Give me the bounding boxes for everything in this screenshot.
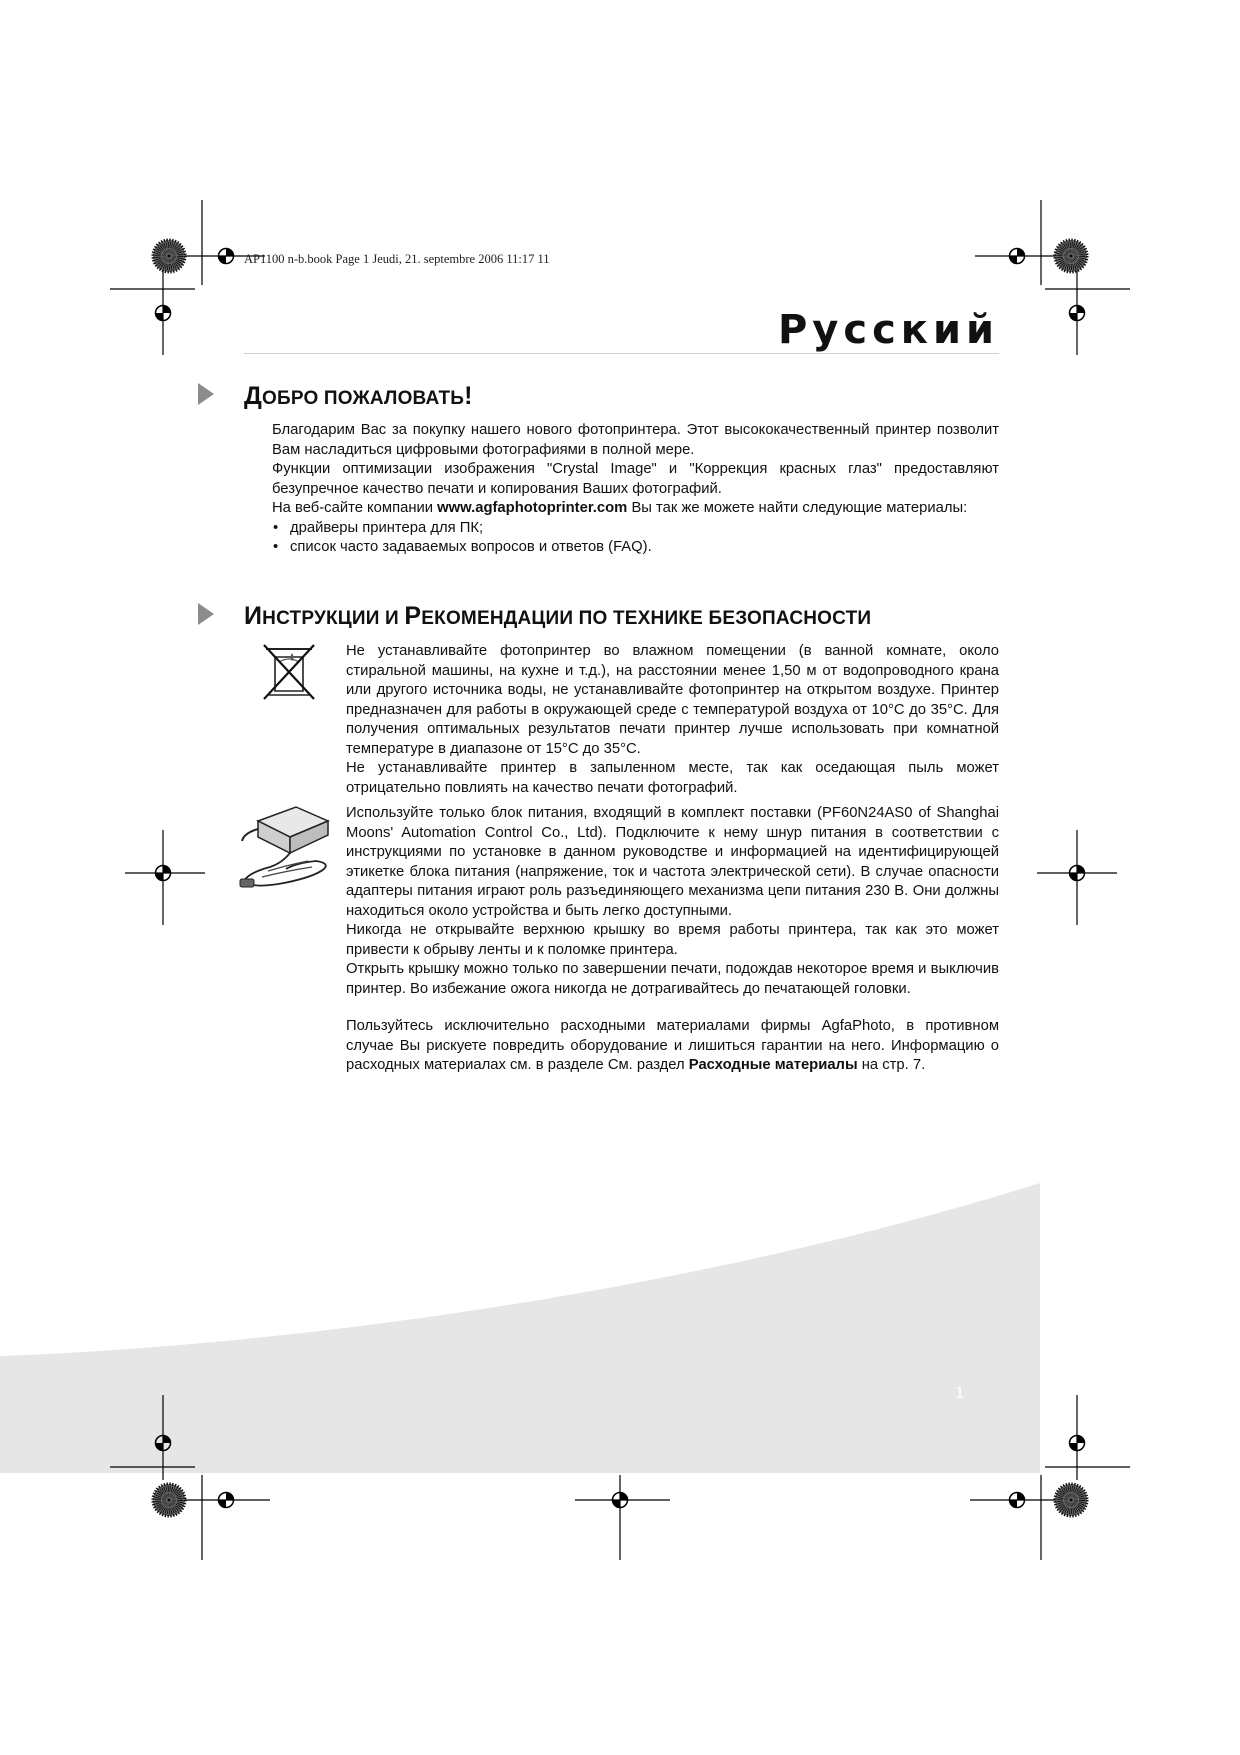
page-number: 1 bbox=[955, 1383, 965, 1402]
safety-paragraph: Никогда не открывайте верхнюю крышку во время работы принтера, так как это может привести к обрыву ленты и к поломке принтера. bbox=[346, 922, 999, 958]
safety-paragraph: Не устанавливайте фотопринтер во влажном помещении (в ванной комнате, около стиральной машины, на кухне и т.д.), на расстоянии менее 1,50 м от водопроводного крана или другого источника воды, не устанавливайте фотопринтер на открытом воздухе. Принтер предназначен для работы в окружающей среде с температурой воздуха от 10°C до 35°C. Для получения оптимальных результатов печати принтер лучше использовать при комнатной температуре в диапазоне от 15°C до 35°C. bbox=[346, 643, 999, 757]
list-item: • драйверы принтера для ПК; bbox=[272, 519, 999, 539]
consumables-reference[interactable]: Расходные материалы bbox=[688, 1057, 858, 1073]
no-humidity-icon bbox=[262, 643, 316, 701]
materials-list bbox=[272, 519, 999, 558]
crop-mark-right-lower bbox=[1045, 1395, 1130, 1480]
section-arrow-icon bbox=[198, 603, 214, 625]
safety-heading: ИНСТРУКЦИИ И РЕКОМЕНДАЦИИ ПО ТЕХНИКЕ БЕЗОПАСНОСТИ bbox=[244, 602, 872, 630]
website-link[interactable]: www.agfaphotoprinter.com bbox=[437, 500, 628, 516]
starburst-bottom-left bbox=[153, 1484, 185, 1516]
safety-paragraph: Не устанавливайте принтер в запыленном месте, так как оседающая пыль может отрицательно повлиять на качество печати фотографий. bbox=[346, 760, 999, 796]
crop-mark-left-upper bbox=[110, 265, 195, 355]
crop-mark-bottom-center bbox=[575, 1475, 670, 1560]
starburst-top-right bbox=[1055, 240, 1087, 272]
language-title: Русский bbox=[777, 307, 999, 353]
welcome-heading: ДОБРО ПОЖАЛОВАТЬ! bbox=[244, 382, 473, 410]
list-item: • список часто задаваемых вопросов и ответов (FAQ). bbox=[272, 538, 999, 558]
crop-mark-top-right bbox=[975, 200, 1065, 285]
starburst-bottom-right bbox=[1055, 1484, 1087, 1516]
website-paragraph: На веб-сайте компании www.agfaphotoprinter.com Вы так же можете найти следующие материалы: bbox=[272, 500, 968, 516]
crop-mark-bottom-left bbox=[175, 1475, 270, 1560]
crop-mark-mid-left bbox=[125, 830, 205, 925]
crop-mark-bottom-right bbox=[970, 1475, 1065, 1560]
crop-mark-top-left bbox=[175, 200, 265, 285]
welcome-paragraph: Функции оптимизации изображения "Crystal Image" и "Коррекция красных глаз" предоставляют безупречное качество печати и копирования Ваших фотографий. bbox=[272, 461, 999, 497]
safety-block-power bbox=[346, 804, 999, 999]
welcome-paragraph: Благодарим Вас за покупку нашего нового фотопринтера. Этот высококачественный принтер позволит Вам насладиться цифровыми фотографиями в полной мере. bbox=[272, 422, 999, 458]
safety-block-humidity bbox=[346, 642, 999, 798]
power-adapter-icon bbox=[238, 803, 333, 891]
footer-band bbox=[0, 1183, 1040, 1473]
crop-mark-right-upper bbox=[1045, 265, 1130, 355]
safety-paragraph: Пользуйтесь исключительно расходными материалами фирмы AgfaPhoto, в противном случае Вы рискуете повредить оборудование и лишиться гарантии на него. Информацию о расходных материалах см. в разделе См. раздел Расходные материалы на стр. 7. bbox=[346, 1018, 999, 1073]
title-divider bbox=[244, 353, 999, 354]
book-info-line: AP1100 n-b.book Page 1 Jeudi, 21. septembre 2006 11:17 11 bbox=[244, 252, 550, 266]
starburst-top-left bbox=[153, 240, 185, 272]
safety-paragraph: Открыть крышку можно только по завершении печати, подождав некоторое время и выключив принтер. Во избежание ожога никогда не дотрагивайтесь до печатающей головки. bbox=[346, 961, 999, 997]
section-arrow-icon bbox=[198, 383, 214, 405]
safety-block-consumables bbox=[346, 1017, 999, 1076]
safety-paragraph: Используйте только блок питания, входящий в комплект поставки (PF60N24AS0 of Shanghai Moons' Automation Control Co., Ltd). Подключите к нему шнур питания в соответствии с инструкциями по установке в данном руководстве и информацией на идентифицирующей этикетке блока питания (напряжение, ток и частота электрической сети). В случае опасности адаптеры питания играют роль разъединяющего механизма цепи питания 230 В. Они должны находиться около устройства и быть легко доступными. bbox=[346, 805, 999, 919]
welcome-body bbox=[272, 421, 999, 558]
crop-mark-mid-right bbox=[1037, 830, 1117, 925]
